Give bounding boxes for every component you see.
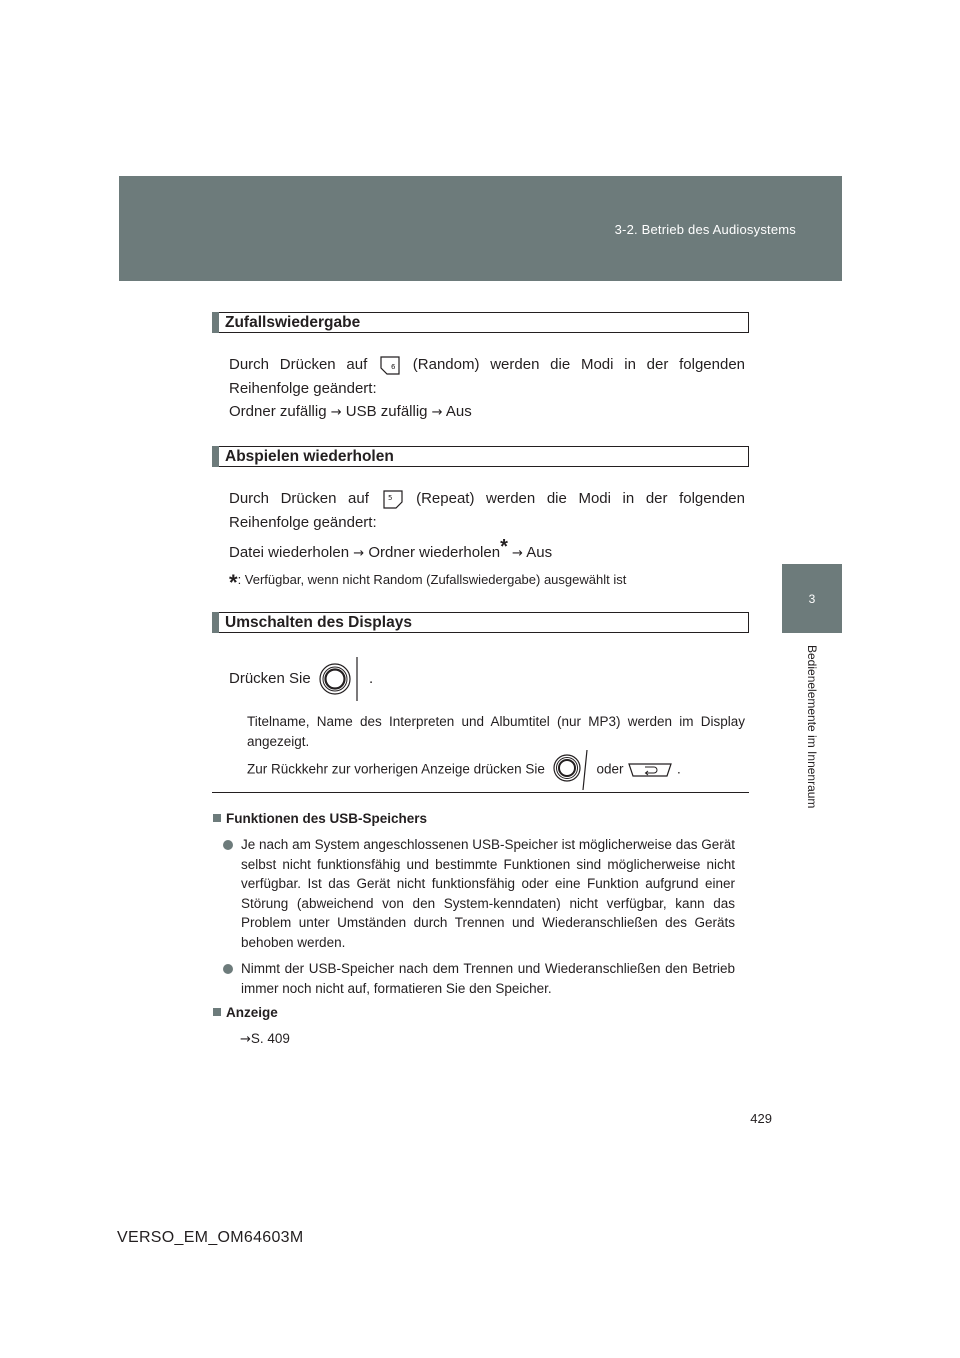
chapter-tab: 3 bbox=[782, 564, 842, 633]
circle-bullet-icon bbox=[223, 840, 233, 850]
page-reference[interactable]: →S. 409 bbox=[240, 1031, 290, 1047]
section-title: Abspielen wiederholen bbox=[225, 448, 394, 465]
section-heading-repeat bbox=[212, 446, 749, 467]
document-code: VERSO_EM_OM64603M bbox=[117, 1229, 304, 1246]
preset-6-button-icon bbox=[378, 354, 402, 376]
section-heading-display bbox=[212, 612, 749, 633]
random-description: Durch Drücken auf 6 (Random) werden die Modi in der folgenden Reihenfolge geändert: bbox=[229, 356, 746, 397]
section-heading-random bbox=[212, 312, 749, 333]
display-instruction: Drücken Sie . bbox=[229, 654, 745, 704]
list-item: Nimmt der USB-Speicher nach dem Trennen und Wiederanschließen den Betrieb immer noch nicht auf, formatieren Sie den Speicher. bbox=[223, 959, 735, 998]
tune-knob-icon bbox=[315, 654, 365, 704]
section-title: Zufallswiedergabe bbox=[225, 314, 361, 331]
header-band bbox=[119, 176, 842, 281]
usb-functions-heading: Funktionen des USB-Speichers bbox=[213, 811, 427, 826]
back-button-icon bbox=[627, 762, 673, 778]
svg-text:5: 5 bbox=[387, 494, 392, 503]
svg-text:6: 6 bbox=[391, 363, 396, 372]
section-title: Umschalten des Displays bbox=[225, 614, 412, 631]
repeat-description: Durch Drücken auf 5 (Repeat) werden die Modi in der folgenden Reihenfolge geändert: bbox=[229, 490, 745, 531]
list-item: Je nach am System angeschlossenen USB-Speicher ist möglicherweise das Gerät selbst nicht funktionsfähig und bestimmte Funktionen sind möglicherweise nicht verfügbar. Ist das Gerät nicht funktionsfähig oder eine Funktion aufgrund einer Störung (abweichend von den System-kenndaten) nicht verfügbar, kann das Problem unter Umständen durch Trennen und Wiederanschließen des Geräts behoben werden. bbox=[223, 835, 735, 952]
divider bbox=[212, 792, 749, 793]
display-heading: Anzeige bbox=[213, 1005, 278, 1020]
display-return: Zur Rückkehr zur vorherigen Anzeige drücken Sie oder . bbox=[247, 748, 745, 792]
square-bullet-icon bbox=[213, 814, 221, 822]
section-breadcrumb: 3-2. Betrieb des Audiosystems bbox=[614, 222, 796, 237]
square-bullet-icon bbox=[213, 1008, 221, 1016]
display-info: Titelname, Name des Interpreten und Albumtitel (nur MP3) werden im Display angezeigt. bbox=[247, 714, 745, 749]
page-number: 429 bbox=[750, 1111, 772, 1126]
repeat-sequence: Datei wiederholen → Ordner wiederholen* → Aus bbox=[229, 536, 553, 561]
repeat-footnote: *: Verfügbar, wenn nicht Random (Zufallswiedergabe) ausgewählt ist bbox=[229, 570, 627, 595]
circle-bullet-icon bbox=[223, 964, 233, 974]
preset-5-button-icon bbox=[381, 488, 405, 510]
chapter-label: Bedienelemente im Innenraum bbox=[805, 645, 819, 809]
random-sequence: Ordner zufällig → USB zufällig → Aus bbox=[229, 403, 472, 420]
tune-knob-icon bbox=[549, 748, 593, 792]
